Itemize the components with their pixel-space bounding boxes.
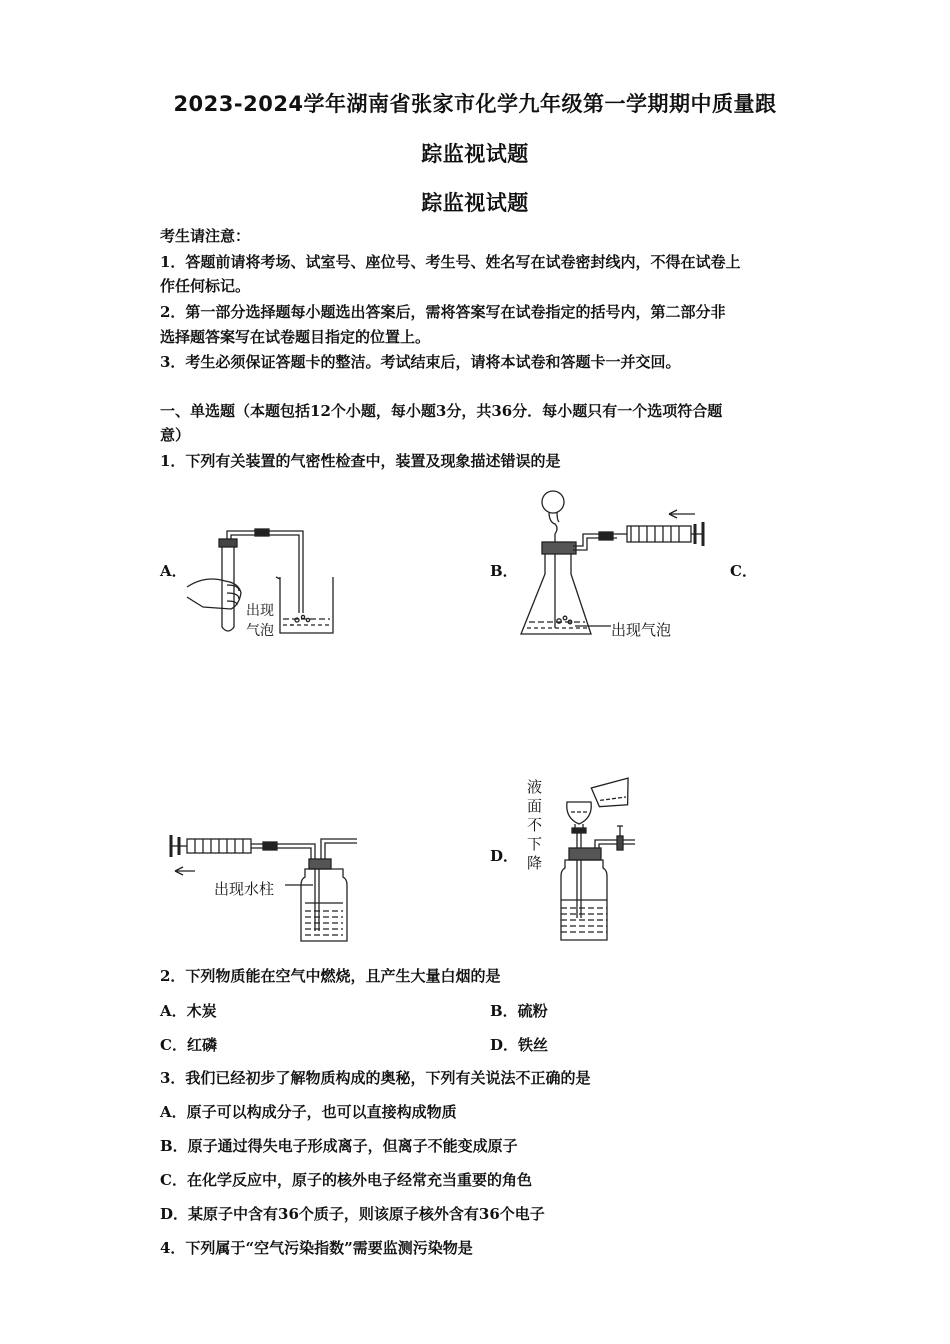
exam-title-line3: 踪监视试题 <box>421 191 529 215</box>
notice-heading: 考生请注意： <box>160 227 251 245</box>
question-3-stem: 3．我们已经初步了解物质构成的奥秘，下列有关说法不正确的是 <box>160 1069 591 1087</box>
exam-title-line2: 踪监视试题 <box>421 142 529 166</box>
q1-option-b-label: B． <box>490 562 518 580</box>
q1-option-c-label: C． <box>730 562 757 580</box>
figure-d-label <box>527 778 545 873</box>
figure-d-label-char: 降 <box>527 854 543 872</box>
question-4-stem: 4．下列属于“空气污染指数”需要监测污染物是 <box>160 1239 473 1257</box>
q1-option-a-label: A． <box>160 562 187 580</box>
notice-item: 3．考生必须保证答题卡的整洁。考试结束后，请将本试卷和答题卡一并交回。 <box>160 353 681 371</box>
q2-option-a: A．木炭 <box>160 1002 217 1020</box>
q1-option-d-label: D． <box>490 847 519 865</box>
figure-d-label-char: 下 <box>527 835 543 853</box>
q2-option-d: D．铁丝 <box>490 1036 549 1054</box>
figure-d-label-char: 面 <box>527 797 543 815</box>
question-1-stem: 1．下列有关装置的气密性检查中，装置及现象描述错误的是 <box>160 452 561 470</box>
notice-item: 2．第一部分选择题每小题选出答案后，需将答案写在试卷指定的括号内，第二部分非 <box>160 303 726 321</box>
figure-a-label-line1: 出现 <box>246 603 274 619</box>
figure-d-apparatus <box>545 768 645 944</box>
q3-option-d: D．某原子中含有36个质子，则该原子核外含有36个电子 <box>160 1205 545 1223</box>
q3-option-b: B．原子通过得失电子形成离子，但离子不能变成原子 <box>160 1137 518 1155</box>
q2-option-c: C．红磷 <box>160 1036 217 1054</box>
exam-title-line1: 2023-2024学年湖南省张家市化学九年级第一学期期中质量跟 <box>173 92 777 116</box>
section-heading-line1: 一、单选题（本题包括12个小题，每小题3分，共36分．每小题只有一个选项符合题 <box>160 402 723 420</box>
figure-a-label-line2: 气泡 <box>246 623 274 639</box>
section-heading-line2: 意） <box>160 426 191 444</box>
q3-option-c: C．在化学反应中，原子的核外电子经常充当重要的角色 <box>160 1171 532 1189</box>
notice-item: 选择题答案写在试卷题目指定的位置上。 <box>160 328 431 346</box>
notice-item: 作任何标记。 <box>160 277 251 295</box>
q2-option-b: B．硫粉 <box>490 1002 548 1020</box>
figure-d-label-char: 液 <box>527 778 543 796</box>
q3-option-a: A．原子可以构成分子，也可以直接构成物质 <box>160 1103 457 1121</box>
question-2-stem: 2．下列物质能在空气中燃烧，且产生大量白烟的是 <box>160 967 501 985</box>
figure-d-label-char: 不 <box>527 816 543 834</box>
notice-item: 1．答题前请将考场、试室号、座位号、考生号、姓名写在试卷密封线内，不得在试卷上 <box>160 253 741 271</box>
figure-c-label: 出现水柱 <box>214 880 275 898</box>
figure-b-label: 出现气泡 <box>611 621 672 639</box>
